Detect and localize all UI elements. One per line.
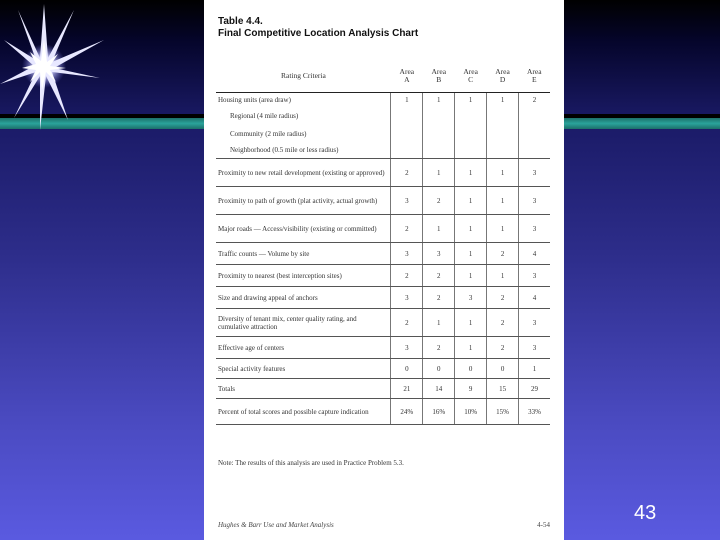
table-row: [216, 379, 550, 399]
row-value-area-3: 2: [487, 243, 519, 265]
row-value-area-4: [519, 125, 550, 143]
row-label: Traffic counts — Volume by site: [216, 243, 391, 265]
row-value-area-0: 24%: [391, 399, 423, 425]
location-analysis-table: [216, 60, 550, 425]
row-value-area-0: [391, 107, 423, 125]
row-label: Community (2 mile radius): [230, 129, 307, 138]
row-label: Totals: [216, 379, 391, 399]
header-area-letter: D: [499, 75, 506, 84]
row-label: Proximity to path of growth (plat activity, actual growth): [216, 187, 391, 215]
row-label: Proximity to nearest (best interception sites): [216, 265, 391, 287]
row-value-area-1: 1: [423, 215, 455, 243]
row-value-area-2: 1: [455, 337, 487, 359]
row-value-area-0: [391, 125, 423, 143]
row-label: Effective age of centers: [216, 337, 391, 359]
row-label: Diversity of tenant mix, center quality rating, and cumulative attraction: [216, 309, 391, 337]
row-value-area-0: 2: [391, 309, 423, 337]
table-row: [216, 187, 550, 215]
row-value-area-3: 1: [487, 159, 519, 187]
row-value-area-2: 1: [455, 187, 487, 215]
table-row: [216, 287, 550, 309]
row-value-area-4: 33%: [519, 399, 550, 425]
table-row: [216, 107, 550, 125]
row-value-area-0: 3: [391, 243, 423, 265]
row-label: Percent of total scores and possible capture indication: [216, 399, 391, 425]
header-area-2: [455, 60, 487, 93]
row-value-area-4: 3: [519, 187, 550, 215]
row-value-area-3: 1: [487, 187, 519, 215]
row-value-area-3: 0: [487, 359, 519, 379]
header-area-3: [487, 60, 519, 93]
table-row: [216, 337, 550, 359]
row-value-area-0: 2: [391, 265, 423, 287]
slide-number: 43: [634, 502, 657, 524]
row-value-area-1: 2: [423, 337, 455, 359]
row-label: Proximity to new retail development (existing or approved): [216, 159, 391, 187]
row-value-area-1: 2: [423, 265, 455, 287]
row-value-area-1: 0: [423, 359, 455, 379]
header-area-0: [391, 60, 423, 93]
row-value-area-4: 3: [519, 309, 550, 337]
header-area-word: Area: [431, 67, 447, 76]
row-value-area-3: 2: [487, 287, 519, 309]
table-row: [216, 399, 550, 425]
row-value-area-2: [455, 125, 487, 143]
row-value-area-3: 1: [487, 93, 519, 107]
row-value-area-4: 3: [519, 159, 550, 187]
header-area-word: Area: [463, 67, 478, 76]
row-value-area-3: 2: [487, 337, 519, 359]
row-value-area-1: [423, 143, 455, 159]
row-value-area-1: 1: [423, 159, 455, 187]
row-value-area-3: 1: [487, 265, 519, 287]
table-row: [216, 159, 550, 187]
row-label: Special activity features: [216, 359, 391, 379]
table-title: Table 4.4.: [218, 16, 263, 27]
row-value-area-2: 3: [455, 287, 487, 309]
document-page: [204, 0, 564, 540]
header-area-letter: C: [468, 75, 474, 84]
header-area-letter: A: [404, 75, 410, 84]
row-value-area-1: 16%: [423, 399, 455, 425]
row-value-area-4: 2: [519, 93, 550, 107]
header-area-word: Area: [526, 67, 542, 76]
table-row: [216, 243, 550, 265]
row-value-area-4: 29: [519, 379, 550, 399]
table-subtitle: Final Competitive Location Analysis Chart: [218, 28, 419, 39]
row-label: Size and drawing appeal of anchors: [216, 287, 391, 309]
row-value-area-0: 1: [391, 93, 423, 107]
table-row: [216, 93, 550, 107]
row-value-area-1: 1: [423, 309, 455, 337]
header-area-letter: E: [531, 75, 537, 84]
row-value-area-4: 3: [519, 265, 550, 287]
row-value-area-4: 3: [519, 215, 550, 243]
table-row: [216, 143, 550, 159]
row-value-area-0: 21: [391, 379, 423, 399]
row-value-area-3: 1: [487, 215, 519, 243]
row-value-area-2: 0: [455, 359, 487, 379]
row-value-area-0: 3: [391, 337, 423, 359]
row-value-area-3: [487, 125, 519, 143]
row-value-area-0: 0: [391, 359, 423, 379]
row-label: Housing units (area draw): [218, 95, 291, 104]
row-label: Major roads — Access/visibility (existing or committed): [216, 215, 391, 243]
row-value-area-0: 2: [391, 159, 423, 187]
footer-source: Hughes & Barr Use and Market Analysis: [218, 521, 334, 529]
row-label: Neighborhood (0.5 mile or less radius): [216, 143, 391, 159]
row-value-area-0: 2: [391, 215, 423, 243]
row-value-area-3: 2: [487, 309, 519, 337]
row-value-area-2: [455, 107, 487, 125]
table-row: [216, 359, 550, 379]
row-value-area-2: 1: [455, 215, 487, 243]
row-value-area-3: [487, 107, 519, 125]
footer-page-number: 4-54: [537, 521, 550, 529]
table-row: [216, 309, 550, 337]
row-value-area-4: [519, 143, 550, 159]
row-value-area-1: [423, 107, 455, 125]
row-value-area-4: 4: [519, 243, 550, 265]
row-value-area-0: 3: [391, 187, 423, 215]
row-value-area-2: 1: [455, 243, 487, 265]
table-row: [216, 215, 550, 243]
header-area-word: Area: [399, 67, 415, 76]
row-value-area-3: 15: [487, 379, 519, 399]
row-value-area-1: 2: [423, 287, 455, 309]
row-value-area-4: [519, 107, 550, 125]
row-value-area-3: 15%: [487, 399, 519, 425]
table-header-row: [216, 60, 550, 93]
row-value-area-2: 1: [455, 93, 487, 107]
row-value-area-2: 10%: [455, 399, 487, 425]
row-value-area-2: 1: [455, 309, 487, 337]
header-area-word: Area: [495, 67, 510, 76]
row-label: Regional (4 mile radius): [230, 111, 299, 120]
starburst-icon: [0, 0, 130, 140]
row-value-area-2: 1: [455, 159, 487, 187]
row-value-area-2: 1: [455, 265, 487, 287]
row-value-area-3: [487, 143, 519, 159]
row-value-area-0: 3: [391, 287, 423, 309]
table-row: [216, 125, 550, 143]
row-value-area-4: 4: [519, 287, 550, 309]
row-value-area-2: 9: [455, 379, 487, 399]
header-area-letter: B: [436, 75, 442, 84]
row-value-area-1: [423, 125, 455, 143]
row-value-area-2: [455, 143, 487, 159]
row-value-area-1: 3: [423, 243, 455, 265]
header-area-4: [519, 60, 550, 93]
row-value-area-4: 1: [519, 359, 550, 379]
header-rating-criteria: Rating Criteria: [216, 60, 391, 93]
header-area-1: [423, 60, 455, 93]
table-note: Note: The results of this analysis are used in Practice Problem 5.3.: [218, 459, 404, 467]
row-value-area-1: 2: [423, 187, 455, 215]
row-value-area-1: 1: [423, 93, 455, 107]
table-row: [216, 265, 550, 287]
row-value-area-0: [391, 143, 423, 159]
row-value-area-1: 14: [423, 379, 455, 399]
row-value-area-4: 3: [519, 337, 550, 359]
